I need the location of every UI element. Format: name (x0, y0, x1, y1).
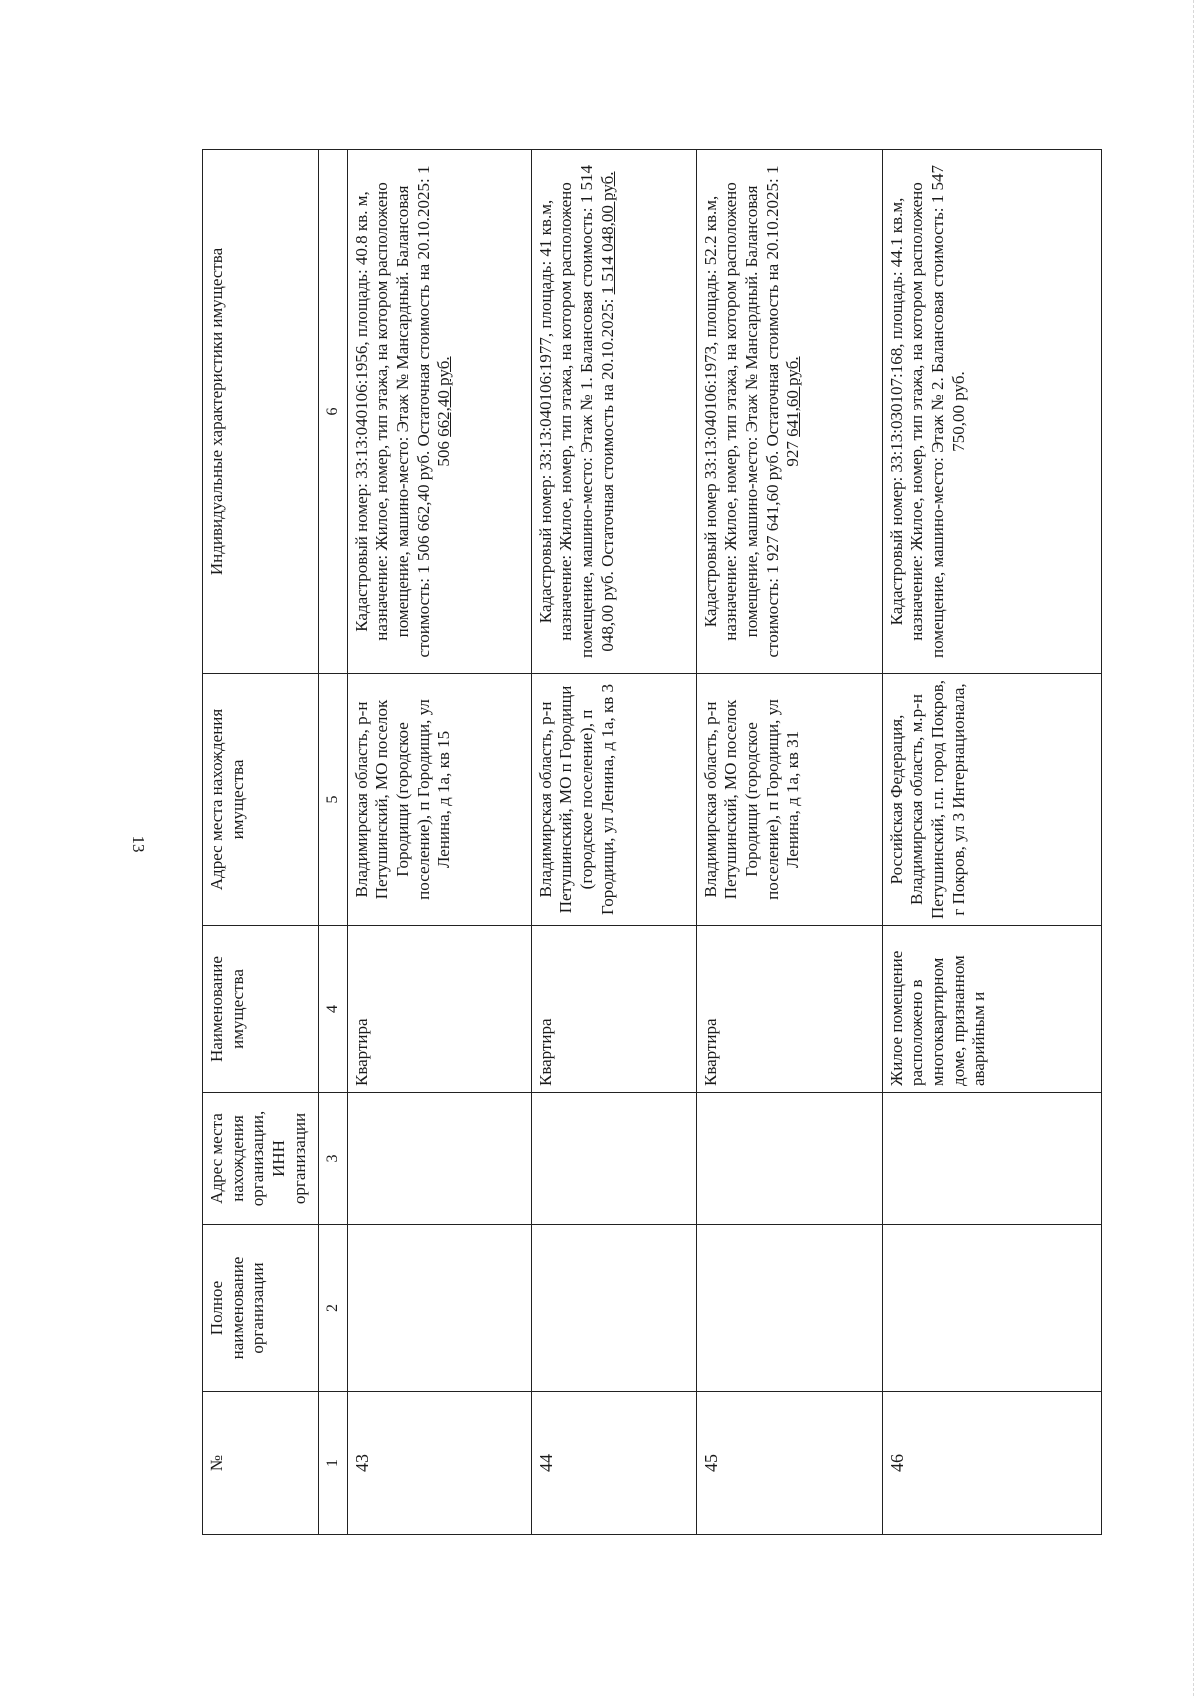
registry-table-container (202, 150, 1092, 1535)
table-row (696, 150, 882, 1535)
page-number: 13 (129, 835, 148, 853)
header-property-address: Адрес места нахождения имущества (203, 674, 319, 926)
scan-edge (1192, 0, 1194, 1696)
header-property-details: Индивидуальные характеристики имущества (203, 150, 319, 674)
org-name-cell (696, 1225, 882, 1392)
property-name-cell: Квартира (347, 926, 531, 1093)
details-text: Кадастровый номер: 33:13:040106:1956, площадь: 40.8 кв. м, назначение: Жилое, номер, тип этажа, на котором расположено помещение, машино-место: Этаж № Мансардный. Балансовая стоимость: 1 506 662,40 руб. Остаточная стоимость на 20.10.2025: 1 506 (351, 165, 454, 658)
details-text: Кадастровый номер 33:13:040106:1973, площадь: 52.2 кв.м, назначение: Жилое, номер, тип этажа, на котором расположено помещение, машино-место: Этаж № Мансардный. Балансовая стоимость: 1 927 641,60 руб. Остаточная стоимость на 20.10.2025: 1 927 (700, 165, 803, 658)
org-address-cell (882, 1093, 1101, 1225)
header-property-name: Наименование имущества (203, 926, 319, 1093)
property-details-cell (531, 150, 696, 674)
table-header-row (203, 150, 319, 1535)
header-number: № (203, 1392, 319, 1535)
header-org-address: Адрес места нахождения организации, ИНН организации (203, 1093, 319, 1225)
property-name-cell: Квартира (696, 926, 882, 1093)
property-address-cell: Владимирская область, р-н Петушинский, МО п Городищи (городское поселение), п Городищи, ул Ленина, д 1а, кв 3 (531, 674, 696, 926)
details-tail: 641,60 руб. (783, 356, 803, 437)
property-details-cell (347, 150, 531, 674)
details-text: Кадастровый номер: 33:13:030107:168, площадь: 44.1 кв.м, назначение: Жилое, номер, тип этажа, на котором расположено помещение, машино-место: Этаж № 2. Балансовая стоимость: 1 547 750,00 руб. (886, 165, 968, 658)
org-name-cell (347, 1225, 531, 1392)
org-address-cell (696, 1093, 882, 1225)
column-number: 6 (319, 150, 348, 674)
property-name-cell: Жилое помещение расположено в многоквартирном доме, признанном аварийным и (882, 926, 1101, 1093)
details-tail: 1 514 048,00 руб. (597, 171, 617, 295)
table-row (347, 150, 531, 1535)
row-number: 45 (696, 1392, 882, 1535)
property-details-cell (696, 150, 882, 674)
details-text: Кадастровый номер: 33:13:040106:1977, площадь: 41 кв.м, назначение: Жилое, номер, тип этажа, на котором расположено помещение, машино-место: Этаж № 1. Балансовая стоимость: 1 514 048,00 руб. Остаточная стоимость на 20.10.2025: (535, 165, 617, 658)
row-number: 46 (882, 1392, 1101, 1535)
org-address-cell (347, 1093, 531, 1225)
table-row (531, 150, 696, 1535)
column-number: 3 (319, 1093, 348, 1225)
details-tail: 662,40 руб. (434, 356, 454, 437)
property-registry-table (202, 149, 1102, 1535)
column-number-row (319, 150, 348, 1535)
property-address-cell: Российская Федерация, Владимирская область, м.р-н Петушинский, г.п. город Покров, г Покров, ул 3 Интернационала, (882, 674, 1101, 926)
column-number: 5 (319, 674, 348, 926)
table-row (882, 150, 1101, 1535)
column-number: 1 (319, 1392, 348, 1535)
column-number: 4 (319, 926, 348, 1093)
property-name-cell: Квартира (531, 926, 696, 1093)
property-details-cell (882, 150, 1101, 674)
row-number: 43 (347, 1392, 531, 1535)
row-number: 44 (531, 1392, 696, 1535)
property-address-cell: Владимирская область, р-н Петушинский, МО поселок Городищи (городское поселение), п Городищи, ул Ленина, д 1а, кв 31 (696, 674, 882, 926)
header-org-name: Полное наименование организации (203, 1225, 319, 1392)
org-name-cell (882, 1225, 1101, 1392)
org-name-cell (531, 1225, 696, 1392)
column-number: 2 (319, 1225, 348, 1392)
org-address-cell (531, 1093, 696, 1225)
property-address-cell: Владимирская область, р-н Петушинский, МО поселок Городищи (городское поселение), п Городищи, ул Ленина, д 1а, кв 15 (347, 674, 531, 926)
